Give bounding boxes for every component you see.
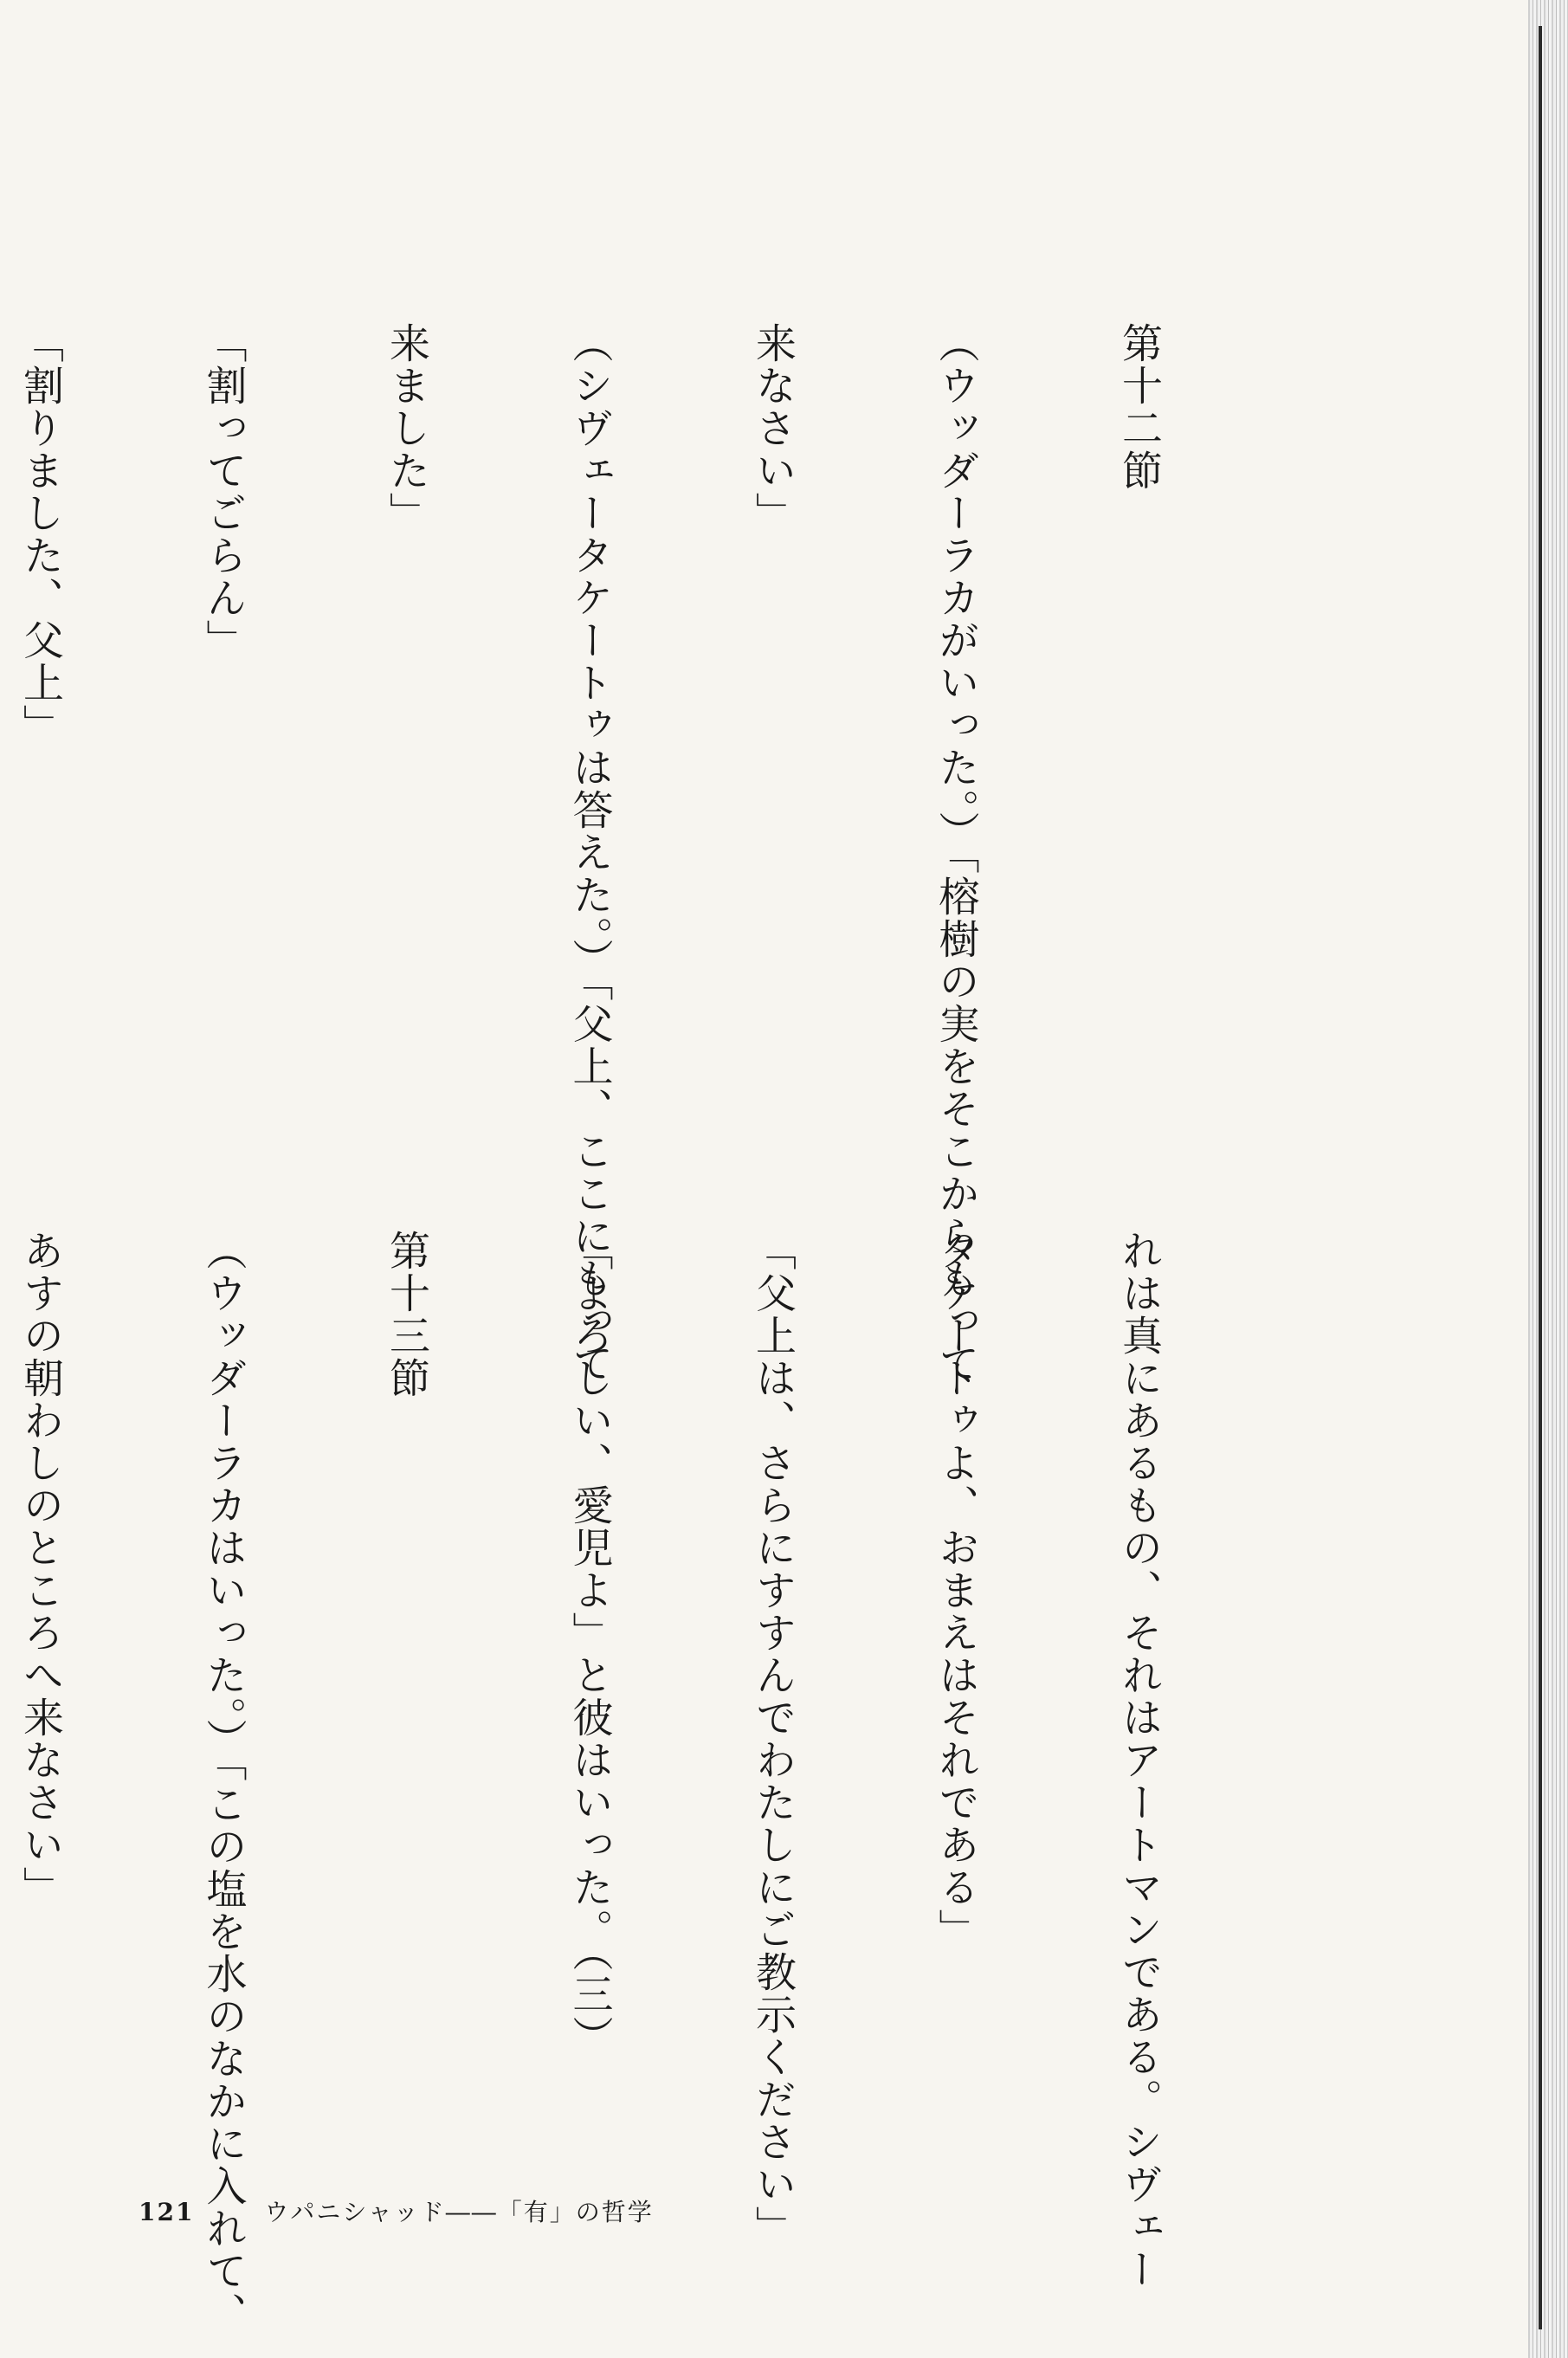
page-edge-shadow [1528,0,1568,2358]
text-line: 「よろしい、愛児よ」と彼はいった。（三） [565,1230,614,2058]
section-12-title: 第十二節 [1115,322,1163,492]
text-line: 「父上は、さらにすすんでわたしにご教示ください」 [749,1230,797,2248]
running-head [139,2193,654,2228]
text-line: タケートゥよ、おまえはそれである」 [932,1230,980,1951]
page-number: 121 [139,2198,195,2226]
binding-line [1539,26,1542,2329]
text-line: （ウッダーラカはいった。）「この塩を水のなかに入れて、 [199,1230,248,2335]
text-line: れは真にあるもの、それはアートマンである。シヴェー [1115,1230,1163,2290]
text-line: 来ました」 [383,322,430,534]
text-line: 来なさい」 [749,322,797,534]
running-head-title: ウパニシャッド――「有」の哲学 [264,2198,654,2226]
text-line: 「割りました、父上」 [16,322,64,746]
section-13-title: 第十三節 [383,1230,430,1399]
text-line: あすの朝わしのところへ来なさい」 [16,1230,64,1909]
text-line: 「割ってごらん」 [199,322,248,662]
text-line: （ウッダーラカがいった。）「榕樹の実をそこからもって [932,322,980,1385]
text-line: （シヴェータケートゥは答えた。）「父上、ここにもって [565,322,614,1385]
